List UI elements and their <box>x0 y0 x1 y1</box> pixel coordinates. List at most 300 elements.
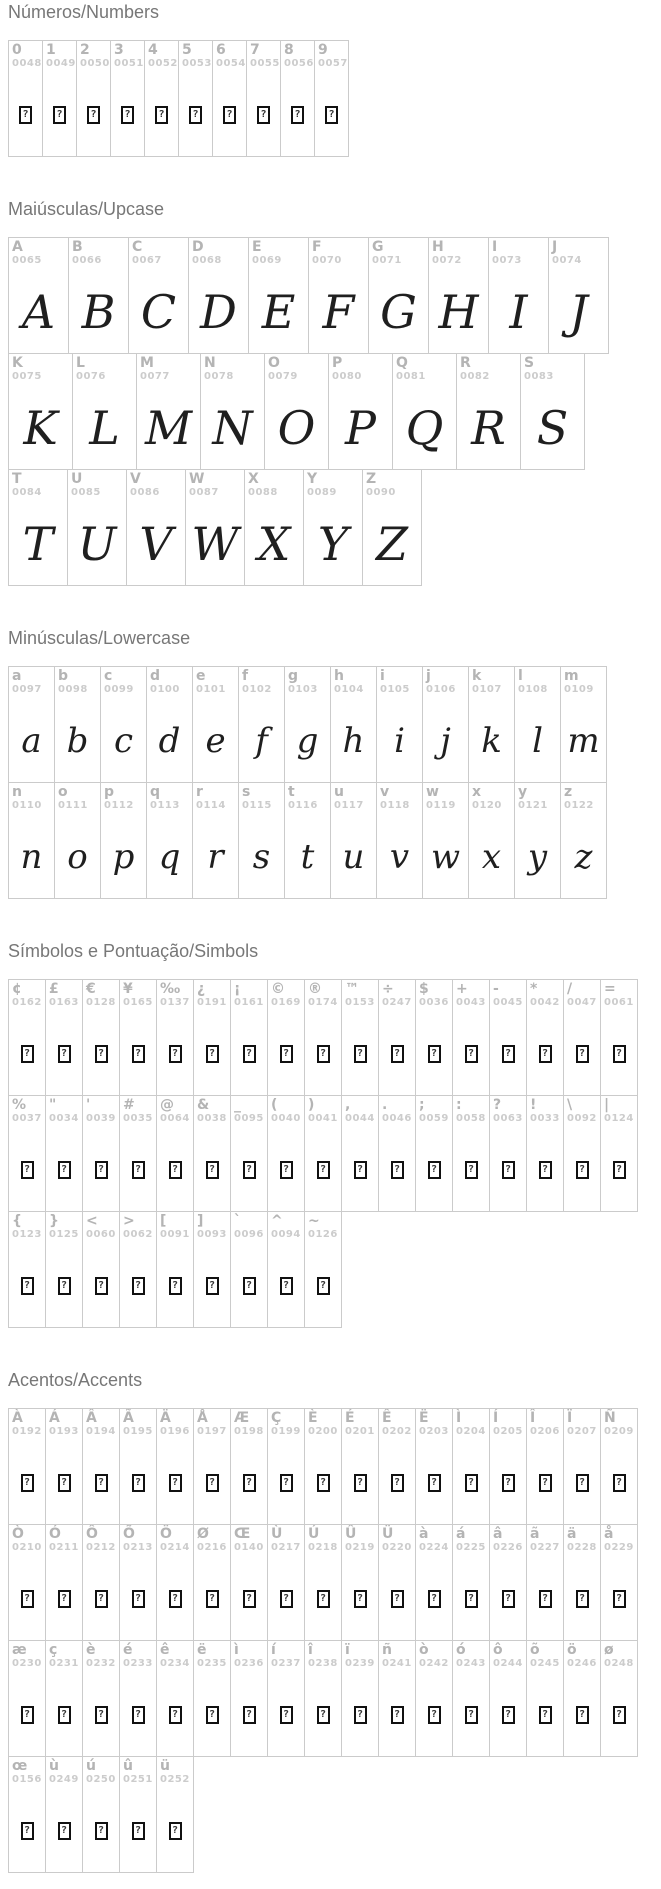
glyph-area <box>231 1128 267 1211</box>
char-code: 0194 <box>86 1426 116 1437</box>
char-cell <box>119 979 157 1096</box>
char-code: 0213 <box>123 1542 153 1553</box>
char-label: q <box>150 784 161 800</box>
char-label: î <box>308 1642 313 1658</box>
missing-glyph-question-mark: ? <box>23 1476 31 1488</box>
char-label: ? <box>493 1097 502 1113</box>
missing-glyph-question-mark: ? <box>356 1047 364 1059</box>
missing-glyph-box-icon <box>21 1822 34 1840</box>
missing-glyph-box-icon <box>317 1590 330 1608</box>
glyph-area <box>329 386 392 469</box>
script-glyph: P <box>345 400 376 455</box>
char-label: å <box>604 1526 614 1542</box>
char-code: 0049 <box>46 58 76 69</box>
char-cell <box>54 666 101 783</box>
char-label: Æ <box>234 1410 250 1426</box>
glyph-area <box>561 815 606 898</box>
missing-glyph-box-icon <box>391 1045 404 1063</box>
char-label: k <box>472 668 482 684</box>
missing-glyph-box-icon <box>280 1277 293 1295</box>
glyph-area <box>239 815 284 898</box>
script-glyph: f <box>255 720 268 761</box>
char-code: 0243 <box>456 1658 486 1669</box>
char-code: 0107 <box>472 684 502 695</box>
missing-glyph-question-mark: ? <box>97 1476 105 1488</box>
missing-glyph-box-icon <box>428 1045 441 1063</box>
char-cell <box>600 1640 638 1757</box>
missing-glyph-box-icon <box>539 1706 552 1724</box>
char-code: 0069 <box>252 255 282 266</box>
char-code: 0109 <box>564 684 594 695</box>
char-label: ï <box>345 1642 350 1658</box>
char-code: 0104 <box>334 684 364 695</box>
char-code: 0238 <box>308 1658 338 1669</box>
char-label: Ê <box>382 1410 392 1426</box>
missing-glyph-box-icon <box>325 106 338 124</box>
char-label: ÷ <box>382 981 394 997</box>
script-glyph: p <box>112 836 135 877</box>
char-code: 0195 <box>123 1426 153 1437</box>
glyph-area <box>521 386 584 469</box>
glyph-area <box>601 1557 637 1640</box>
missing-glyph-box-icon <box>354 1706 367 1724</box>
section-upcase <box>0 199 661 586</box>
missing-glyph-box-icon <box>132 1277 145 1295</box>
char-label: K <box>12 355 23 371</box>
missing-glyph-box-icon <box>21 1474 34 1492</box>
missing-glyph-question-mark: ? <box>467 1163 475 1175</box>
char-cell <box>146 782 193 899</box>
script-glyph: R <box>471 400 506 455</box>
glyph-area <box>9 1244 45 1327</box>
missing-glyph-question-mark: ? <box>171 1708 179 1720</box>
glyph-area <box>120 1557 156 1640</box>
missing-glyph-question-mark: ? <box>615 1163 623 1175</box>
missing-glyph-question-mark: ? <box>504 1708 512 1720</box>
char-label: ^ <box>271 1213 283 1229</box>
char-cell <box>415 1095 453 1212</box>
missing-glyph-box-icon <box>21 1590 34 1608</box>
missing-glyph-box-icon <box>502 1474 515 1492</box>
char-code: 0106 <box>426 684 456 695</box>
character-map-page <box>0 2 661 1873</box>
char-code: 0251 <box>123 1774 153 1785</box>
char-cell <box>489 979 527 1096</box>
char-label: â <box>493 1526 503 1542</box>
char-cell <box>136 353 201 470</box>
missing-glyph-question-mark: ? <box>615 1476 623 1488</box>
script-glyph: D <box>200 284 237 339</box>
missing-glyph-box-icon <box>280 1590 293 1608</box>
char-label: j <box>426 668 431 684</box>
char-code: 0082 <box>460 371 490 382</box>
char-label: Â <box>86 1410 97 1426</box>
char-code: 0033 <box>530 1113 560 1124</box>
missing-glyph-question-mark: ? <box>578 1592 586 1604</box>
missing-glyph-box-icon <box>576 1590 589 1608</box>
char-cell <box>563 979 601 1096</box>
missing-glyph-question-mark: ? <box>97 1279 105 1291</box>
glyph-area <box>342 1673 378 1756</box>
char-label: é <box>123 1642 133 1658</box>
missing-glyph-box-icon <box>206 1161 219 1179</box>
char-label: Y <box>307 471 318 487</box>
char-label: 5 <box>182 42 192 58</box>
char-cell <box>415 1524 453 1641</box>
char-cell <box>128 237 189 354</box>
script-glyph: n <box>20 836 43 877</box>
char-label: N <box>204 355 216 371</box>
glyph-area <box>379 1128 415 1211</box>
glyph-area <box>469 699 514 782</box>
char-cell <box>341 1640 379 1757</box>
missing-glyph-box-icon <box>169 1045 182 1063</box>
char-label: ! <box>530 1097 537 1113</box>
missing-glyph-box-icon <box>95 1474 108 1492</box>
char-cell <box>526 1524 564 1641</box>
char-label: R <box>460 355 471 371</box>
missing-glyph-question-mark: ? <box>208 1592 216 1604</box>
char-cell <box>304 1211 342 1328</box>
char-code: 0064 <box>160 1113 190 1124</box>
missing-glyph-box-icon <box>576 1706 589 1724</box>
missing-glyph-box-icon <box>223 106 236 124</box>
char-cell <box>489 1095 527 1212</box>
char-code: 0218 <box>308 1542 338 1553</box>
glyph-area <box>120 1673 156 1756</box>
char-cell <box>230 1640 268 1757</box>
glyph-area <box>564 1128 600 1211</box>
missing-glyph-box-icon <box>95 1590 108 1608</box>
missing-glyph-box-icon <box>502 1706 515 1724</box>
char-label: J <box>552 239 558 255</box>
glyph-area <box>55 699 100 782</box>
char-code: 0057 <box>318 58 348 69</box>
char-label: = <box>604 981 616 997</box>
char-code: 0203 <box>419 1426 449 1437</box>
char-label: Ç <box>271 1410 282 1426</box>
missing-glyph-box-icon <box>53 106 66 124</box>
glyph-area <box>77 73 110 156</box>
glyph-area <box>157 1673 193 1756</box>
glyph-area <box>315 73 348 156</box>
script-glyph: C <box>140 284 177 339</box>
char-label: ã <box>530 1526 540 1542</box>
missing-glyph-box-icon <box>21 1161 34 1179</box>
char-cell <box>244 469 304 586</box>
char-cell <box>82 1211 120 1328</box>
char-label: t <box>288 784 295 800</box>
char-label: Ö <box>160 1526 172 1542</box>
script-glyph: t <box>300 836 315 877</box>
missing-glyph-question-mark: ? <box>393 1708 401 1720</box>
char-code: 0252 <box>160 1774 190 1785</box>
char-cell <box>378 1640 416 1757</box>
char-code: 0102 <box>242 684 272 695</box>
missing-glyph-question-mark: ? <box>208 1279 216 1291</box>
glyph-area <box>120 1012 156 1095</box>
char-cell <box>378 1524 416 1641</box>
char-code: 0081 <box>396 371 426 382</box>
missing-glyph-box-icon <box>21 1706 34 1724</box>
char-label: Œ <box>234 1526 251 1542</box>
missing-glyph-question-mark: ? <box>615 1047 623 1059</box>
glyph-area <box>453 1673 489 1756</box>
char-label: ; <box>419 1097 425 1113</box>
char-label: 8 <box>284 42 294 58</box>
char-cell <box>192 782 239 899</box>
missing-glyph-box-icon <box>391 1590 404 1608</box>
char-cell <box>600 1095 638 1212</box>
char-code: 0217 <box>271 1542 301 1553</box>
missing-glyph-question-mark: ? <box>23 1592 31 1604</box>
char-label: . <box>382 1097 388 1113</box>
missing-glyph-box-icon <box>87 106 100 124</box>
char-cell <box>45 1756 83 1873</box>
missing-glyph-box-icon <box>539 1590 552 1608</box>
script-glyph: E <box>261 284 296 339</box>
missing-glyph-question-mark: ? <box>328 108 335 120</box>
glyph-area <box>193 699 238 782</box>
char-cell <box>192 666 239 783</box>
char-cell <box>452 1095 490 1212</box>
char-code: 0067 <box>132 255 162 266</box>
missing-glyph-box-icon <box>428 1706 441 1724</box>
missing-glyph-question-mark: ? <box>60 1592 68 1604</box>
glyph-area <box>120 1244 156 1327</box>
char-label: ¢ <box>12 981 22 997</box>
glyph-area <box>83 1441 119 1524</box>
char-label: ™ <box>345 981 359 997</box>
glyph-area <box>281 73 314 156</box>
char-code: 0204 <box>456 1426 486 1437</box>
char-label: d <box>150 668 161 684</box>
char-label: 7 <box>250 42 260 58</box>
missing-glyph-question-mark: ? <box>467 1592 475 1604</box>
char-label: É <box>345 1410 355 1426</box>
glyph-area <box>55 815 100 898</box>
char-code: 0226 <box>493 1542 523 1553</box>
missing-glyph-question-mark: ? <box>23 1279 31 1291</box>
missing-glyph-box-icon <box>58 1822 71 1840</box>
missing-glyph-question-mark: ? <box>245 1708 253 1720</box>
missing-glyph-question-mark: ? <box>282 1592 290 1604</box>
char-code: 0079 <box>268 371 298 382</box>
glyph-area <box>73 386 136 469</box>
glyph-area <box>268 1012 304 1095</box>
char-label: U <box>71 471 83 487</box>
char-label: - <box>493 981 499 997</box>
missing-glyph-box-icon <box>317 1161 330 1179</box>
char-code: 0248 <box>604 1658 634 1669</box>
glyph-area <box>601 1673 637 1756</box>
char-cell <box>304 1408 342 1525</box>
missing-glyph-question-mark: ? <box>56 108 63 120</box>
char-cell <box>267 1408 305 1525</box>
char-code: 0153 <box>345 997 375 1008</box>
char-cell <box>489 1640 527 1757</box>
missing-glyph-box-icon <box>169 1161 182 1179</box>
missing-glyph-box-icon <box>95 1161 108 1179</box>
char-cell <box>178 40 213 157</box>
char-cell <box>284 782 331 899</box>
char-cell <box>303 469 363 586</box>
missing-glyph-question-mark: ? <box>467 1047 475 1059</box>
char-code: 0038 <box>197 1113 227 1124</box>
section-symbols <box>0 941 661 1328</box>
glyph-area <box>265 386 328 469</box>
char-cell <box>267 1211 305 1328</box>
char-code: 0041 <box>308 1113 338 1124</box>
missing-glyph-box-icon <box>243 1706 256 1724</box>
char-cell <box>230 1408 268 1525</box>
missing-glyph-question-mark: ? <box>171 1047 179 1059</box>
char-cell <box>156 1524 194 1641</box>
script-glyph: h <box>342 720 365 761</box>
char-code: 0055 <box>250 58 280 69</box>
char-code: 0227 <box>530 1542 560 1553</box>
char-cell <box>563 1408 601 1525</box>
glyph-area <box>193 815 238 898</box>
script-glyph: g <box>296 720 319 761</box>
char-code: 0118 <box>380 800 410 811</box>
char-cell <box>246 40 281 157</box>
char-cell <box>67 469 127 586</box>
missing-glyph-question-mark: ? <box>60 1708 68 1720</box>
char-cell <box>267 1640 305 1757</box>
missing-glyph-question-mark: ? <box>430 1476 438 1488</box>
script-glyph: u <box>342 836 365 877</box>
char-code: 0036 <box>419 997 449 1008</box>
glyph-area <box>9 73 42 156</box>
char-code: 0070 <box>312 255 342 266</box>
glyph-area <box>46 1789 82 1872</box>
char-label: m <box>564 668 579 684</box>
glyph-area <box>515 815 560 898</box>
char-cell <box>45 979 83 1096</box>
char-code: 0245 <box>530 1658 560 1669</box>
char-label: Ñ <box>604 1410 616 1426</box>
char-cell <box>193 1640 231 1757</box>
char-cell <box>100 666 147 783</box>
char-code: 0200 <box>308 1426 338 1437</box>
char-label: 0 <box>12 42 22 58</box>
char-label: Ã <box>123 1410 134 1426</box>
char-label: Ô <box>86 1526 98 1542</box>
char-label: ' <box>86 1097 91 1113</box>
char-label: Ù <box>271 1526 283 1542</box>
char-label: + <box>456 981 468 997</box>
glyph-area <box>201 386 264 469</box>
char-code: 0056 <box>284 58 314 69</box>
glyph-area <box>309 270 368 353</box>
missing-glyph-question-mark: ? <box>578 1708 586 1720</box>
char-label: û <box>123 1758 133 1774</box>
glyph-area <box>515 699 560 782</box>
char-label: ò <box>419 1642 429 1658</box>
missing-glyph-box-icon <box>58 1277 71 1295</box>
char-cell <box>526 1095 564 1212</box>
char-label: ) <box>308 1097 315 1113</box>
missing-glyph-question-mark: ? <box>208 1163 216 1175</box>
glyph-area <box>490 1557 526 1640</box>
script-glyph: c <box>113 720 134 761</box>
char-label: Z <box>366 471 377 487</box>
glyph-area <box>157 1789 193 1872</box>
missing-glyph-box-icon <box>132 1822 145 1840</box>
glyph-area <box>268 1557 304 1640</box>
missing-glyph-question-mark: ? <box>467 1476 475 1488</box>
char-cell <box>248 237 309 354</box>
script-glyph: q <box>158 836 181 877</box>
charmap-row <box>8 237 661 354</box>
char-cell <box>212 40 247 157</box>
script-glyph: F <box>322 284 355 339</box>
char-cell <box>42 40 77 157</box>
missing-glyph-question-mark: ? <box>171 1592 179 1604</box>
charmap-row <box>8 353 661 470</box>
missing-glyph-box-icon <box>132 1590 145 1608</box>
char-code: 0043 <box>456 997 486 1008</box>
glyph-area <box>457 386 520 469</box>
char-label: œ <box>12 1758 28 1774</box>
char-cell <box>8 666 55 783</box>
missing-glyph-question-mark: ? <box>124 108 131 120</box>
glyph-area <box>231 1441 267 1524</box>
missing-glyph-box-icon <box>391 1706 404 1724</box>
char-code: 0214 <box>160 1542 190 1553</box>
char-label: À <box>12 1410 23 1426</box>
missing-glyph-question-mark: ? <box>504 1476 512 1488</box>
char-label: ù <box>49 1758 59 1774</box>
char-cell <box>560 782 607 899</box>
char-code: 0207 <box>567 1426 597 1437</box>
char-label: 6 <box>216 42 226 58</box>
char-cell <box>119 1640 157 1757</box>
char-code: 0072 <box>432 255 462 266</box>
char-label: A <box>12 239 23 255</box>
glyph-area <box>429 270 488 353</box>
missing-glyph-question-mark: ? <box>615 1708 623 1720</box>
glyph-area <box>231 1557 267 1640</box>
missing-glyph-box-icon <box>21 1277 34 1295</box>
glyph-area <box>43 73 76 156</box>
glyph-area <box>416 1673 452 1756</box>
char-code: 0196 <box>160 1426 190 1437</box>
char-cell <box>362 469 422 586</box>
char-code: 0083 <box>524 371 554 382</box>
char-label: S <box>524 355 535 371</box>
glyph-area <box>111 73 144 156</box>
char-code: 0048 <box>12 58 42 69</box>
char-cell <box>82 1524 120 1641</box>
missing-glyph-question-mark: ? <box>260 108 267 120</box>
missing-glyph-box-icon <box>206 1590 219 1608</box>
char-cell <box>230 979 268 1096</box>
char-label: b <box>58 668 69 684</box>
script-glyph: A <box>21 284 56 339</box>
script-glyph: j <box>440 720 451 761</box>
missing-glyph-question-mark: ? <box>97 1824 105 1836</box>
glyph-area <box>379 1012 415 1095</box>
char-cell <box>193 1408 231 1525</box>
script-glyph: k <box>481 720 502 761</box>
glyph-area <box>268 1441 304 1524</box>
char-cell <box>156 1756 194 1873</box>
char-code: 0099 <box>104 684 134 695</box>
char-cell <box>368 237 429 354</box>
missing-glyph-question-mark: ? <box>134 1163 142 1175</box>
